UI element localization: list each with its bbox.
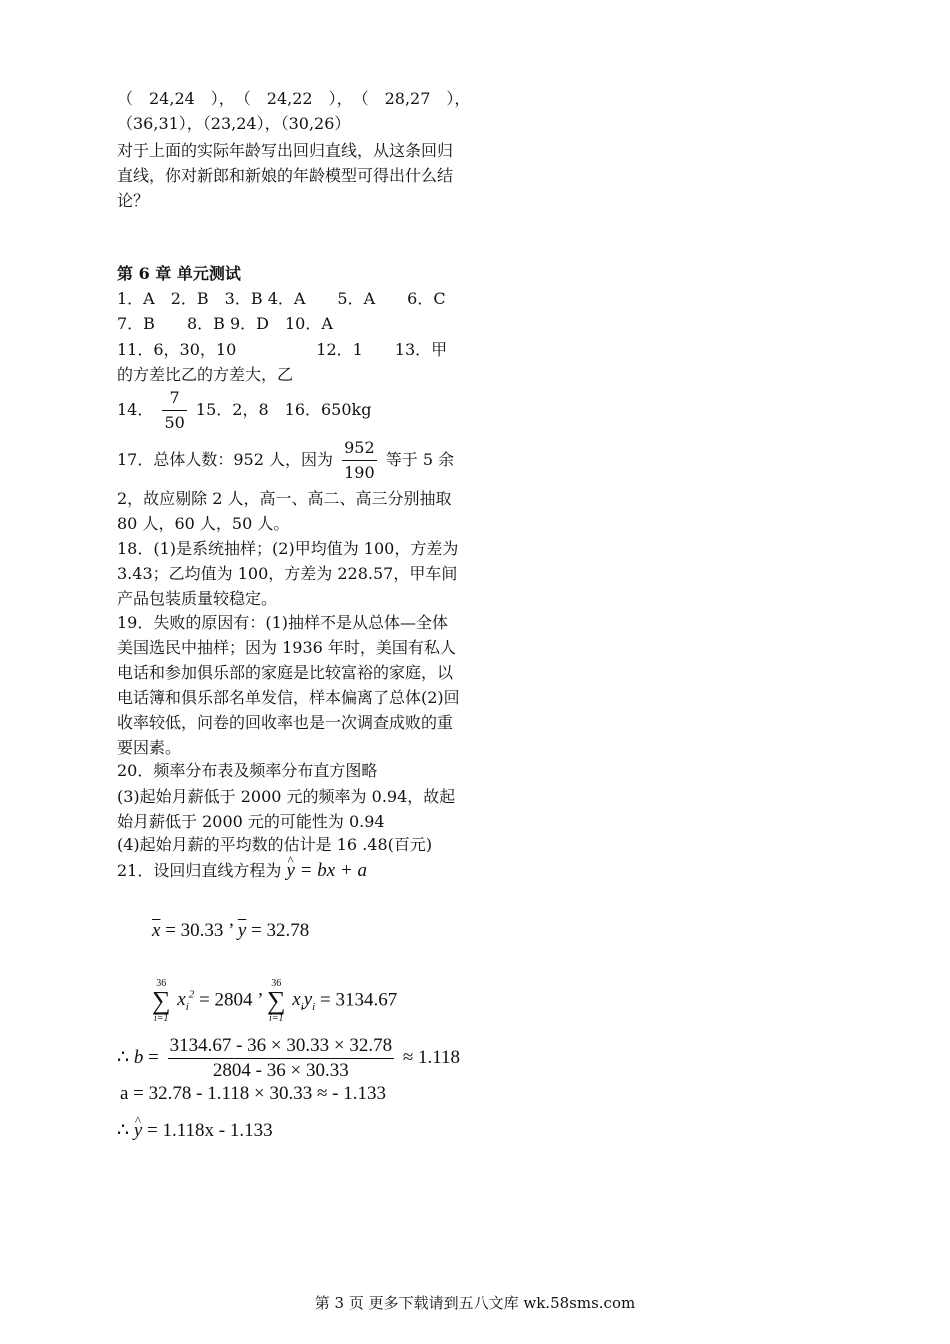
fraction-denominator: 190 bbox=[344, 463, 375, 482]
answer-15-16: 15．2，8 16．650kg bbox=[195, 400, 372, 419]
fraction-952-190 bbox=[342, 436, 377, 485]
x-i-squared: $x_i^2$ bbox=[177, 989, 195, 1014]
means-line bbox=[152, 920, 309, 942]
sigma-symbol: ∑ bbox=[266, 985, 286, 1015]
b-fraction bbox=[168, 1034, 395, 1083]
regression-rhs: = bx + a bbox=[299, 860, 367, 881]
sums-line bbox=[152, 970, 397, 1032]
answer-11-13: 11．6，30，10 12．1 13．甲的方差比乙的方差大，乙 bbox=[117, 340, 448, 384]
page-footer: 第 3 页 更多下载请到五八文库 wk.58sms.com bbox=[314, 1294, 636, 1312]
regression-equation bbox=[286, 860, 367, 881]
answer-20-line-2: (3)起始月薪低于 2000 元的频率为 0.94，故起始月薪低于 2000 元的可能性为 0.94 bbox=[117, 787, 456, 831]
pairs-line-2: （36,31），（23,24），（30,26） bbox=[117, 114, 351, 133]
b-numerator: 3134.67 - 36 × 30.33 × 32.78 bbox=[168, 1034, 395, 1059]
b-symbol: b bbox=[133, 1047, 144, 1068]
b-formula bbox=[117, 1033, 460, 1083]
final-equation bbox=[117, 1120, 273, 1142]
question-text: 对于上面的实际年龄写出回归直线，从这条回归直线，你对新郎和新娘的年龄模型可得出什么结论？ bbox=[117, 141, 454, 210]
sum-1-value: = 2804 bbox=[199, 989, 253, 1011]
fraction-7-50 bbox=[162, 386, 186, 435]
answer-line-1: 1．A 2．B 3．B 4．A 5．A 6．C bbox=[117, 289, 446, 308]
final-rhs: = 1.118x - 1.133 bbox=[147, 1120, 273, 1141]
sum-lower-limit: i=1 bbox=[154, 1012, 169, 1024]
equals-sign: = bbox=[148, 1047, 159, 1068]
answer-18: 18．(1)是系统抽样；(2)甲均值为 100，方差为 3.43；乙均值为 100，方差为 228.57，甲车间产品包装质量较稳定。 bbox=[117, 539, 459, 608]
x-bar-value: = 30.33 bbox=[165, 920, 224, 941]
y-hat-symbol: ^ y bbox=[134, 1120, 142, 1142]
answer-20-line-1: 20．频率分布表及频率分布直方图略 bbox=[117, 761, 378, 780]
chapter-heading: 第 6 章 单元测试 bbox=[117, 264, 241, 283]
a-formula: a = 32.78 - 1.118 × 30.33 ≈ - 1.133 bbox=[120, 1083, 386, 1104]
b-denominator: 2804 - 36 × 30.33 bbox=[212, 1060, 349, 1082]
fraction-numerator: 952 bbox=[342, 436, 377, 461]
separator-comma: ’ bbox=[228, 920, 238, 941]
y-bar-value: = 32.78 bbox=[251, 920, 310, 941]
answer-17-rest: 2，故应剔除 2 人，高一、高二、高三分别抽取 80 人，60 人，50 人。 bbox=[117, 489, 452, 533]
answer-21-intro bbox=[117, 860, 367, 882]
separator-comma: ’ bbox=[257, 989, 267, 1011]
sum-upper-limit: 36 bbox=[156, 977, 167, 989]
answer-17-first bbox=[117, 436, 454, 485]
sigma-symbol: ∑ bbox=[152, 985, 171, 1015]
answer-line-2: 7．B 8．B 9．D 10．A bbox=[117, 314, 333, 333]
therefore-symbol: ∴ bbox=[117, 1120, 130, 1141]
fraction-denominator: 50 bbox=[164, 413, 185, 432]
y-hat-symbol: ^ y bbox=[286, 860, 294, 882]
b-result: ≈ 1.118 bbox=[402, 1047, 461, 1068]
y-bar-symbol: $\overline{y}$ bbox=[237, 920, 247, 941]
answer-17-prefix: 17．总体人数：952 人，因为 bbox=[117, 450, 333, 469]
therefore-symbol: ∴ bbox=[117, 1047, 130, 1068]
answer-14-16 bbox=[117, 386, 371, 435]
fraction-numerator: 7 bbox=[162, 386, 186, 411]
answer-19: 19．失败的原因有：(1)抽样不是从总体—全体美国选民中抽样；因为 1936 年时，美国有私人电话和参加俱乐部的家庭是比较富裕的家庭，以电话簿和俱乐部名单发信，样本偏离了总体(2)回收率较低，问卷的回收率也是一次调查成败的重要因素。 bbox=[117, 613, 460, 757]
sum-lower-limit: i=1 bbox=[268, 1012, 284, 1024]
sigma-sum-1 bbox=[152, 978, 171, 1024]
x-i-y-i: $x_iy_i$ bbox=[292, 989, 316, 1014]
answer-17-suffix: 等于 5 余 bbox=[385, 450, 455, 469]
sigma-sum-2 bbox=[267, 978, 286, 1024]
answer-20-line-3: (4)起始月薪的平均数的估计是 16 .48(百元) bbox=[117, 835, 433, 854]
x-bar-symbol: $\overline{x}$ bbox=[152, 920, 161, 941]
answer-14-prefix: 14． bbox=[117, 400, 154, 419]
pairs-line-1: （ 24,24 ）， （ 24,22 ）， （ 28,27 ）， bbox=[117, 89, 471, 108]
sum-2-value: = 3134.67 bbox=[319, 989, 398, 1011]
answer-21-prefix: 21．设回归直线方程为 bbox=[117, 861, 282, 880]
sum-upper-limit: 36 bbox=[271, 977, 282, 989]
